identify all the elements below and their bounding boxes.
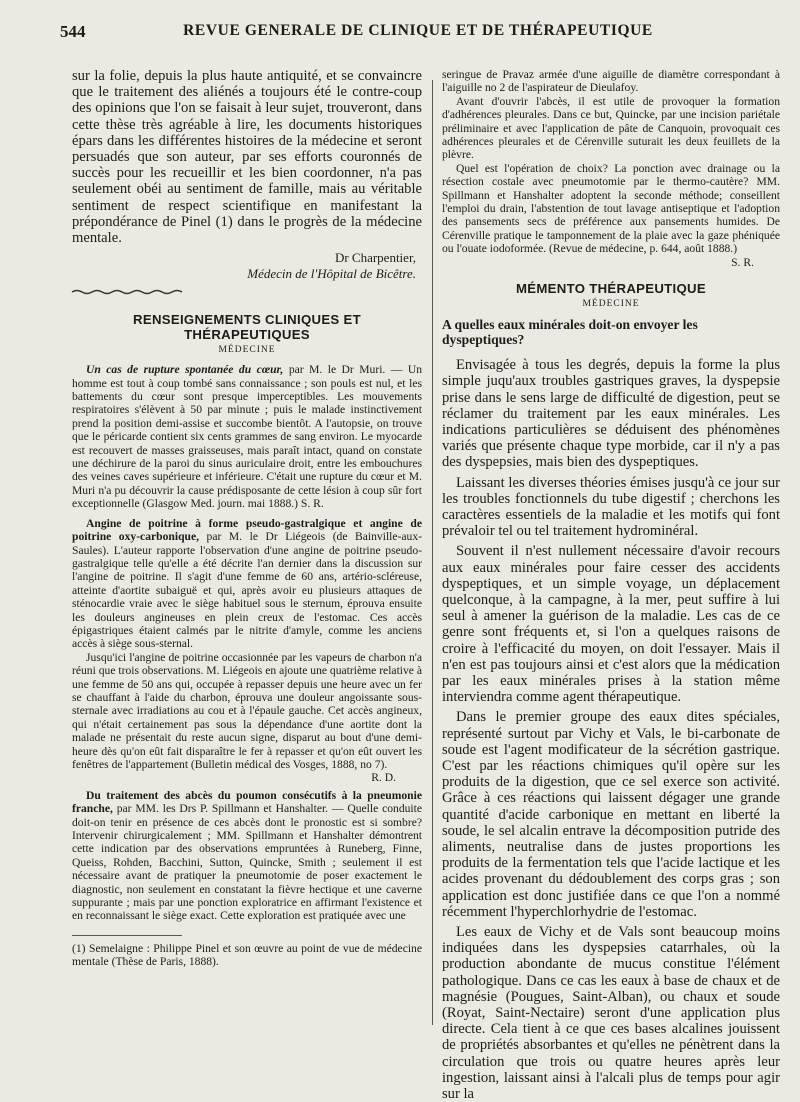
article-2-signature: R. D.: [371, 771, 396, 785]
article-1-body: par M. le Dr Muri. — Un homme est tout à coup tombé sans connaissance ; son pouls est nul, et les battements du cœur sont presque imperceptibles. Les mouvements respiratoires s'élèvent à 50 par minute ; puis le malade instinctivement prend la position demi-assise et succombe bientôt. A l'autopsie, on trouve que le péricarde contient six cents grammes de sang environ. Le myocarde est recouvert de masses graisseuses, mais paraît intact, quand on constate une déchirure de la paroi du sinus auriculaire droit, entre les embouchures des veines caves supérieure et inférieure. C'était une rupture du cœur et M. Muri n'a pu découvrir la cause prédisposante de cette lésion à coup sûr fort exceptionnelle (Glasgow Med. journ. mai 1888.) S. R.: [72, 363, 423, 511]
section-title-left: RENSEIGNEMENTS CLINIQUES ET THÉRAPEUTIQUES: [133, 312, 361, 343]
memento-question: A quelles eaux minérales doit-on envoyer les dyspeptiques?: [442, 317, 698, 348]
right-paragraph-2: Avant d'ouvrir l'abcès, il est utile de provoquer la formation d'adhérences pleurales. Dans ce but, Quincke, par une incision pariétale préliminaire et avec l'application de pâte de Canquoin, provoquait ces adhérences pleurales et de Cérenville suturait les deux feuillets de la plèvre.: [442, 94, 780, 162]
article-3-title: Du traitement des abcès du poumon consécutifs à la pneumonie franche,: [72, 788, 422, 816]
article-3: [72, 789, 422, 923]
memento-paragraph-5: Les eaux de Vichy et de Vals sont beaucoup moins indiquées dans les dyspepsies catarrhales, où la production abondante de mucus constitue l'élément pathologique. Dans ce cas les eaux à base de chaux et de magnésie (Pougues, Saint-Alban), ou chaux et soude (Royat, Saint-Nectaire) seront d'une application plus directe. Cela tient à ce que ces bases alcalines jouissent de propriétés absorbantes et qu'elles ne pénètrent dans la circulation que trois ou quatre heures après leur ingestion, laissant ainsi à l'alcali plus de temps pour agir sur la: [442, 924, 780, 1102]
memento-paragraph-1: Envisagée à tous les degrés, depuis la forme la plus simple juqu'aux troubles gastriques graves, la dyspepsie prise dans le sens large de difficulté de digestion, peut se réclamer du traitement par les eaux minérales. Les indications particulières se déduisent des phénomènes variés que présente chaque type morbide, car il n'y a pas des dyspepsies, mais bien des dyspeptiques.: [442, 357, 780, 471]
right-paragraph-3-signature: S. R.: [731, 255, 754, 269]
signature-name: Dr Charpentier,: [334, 250, 416, 266]
footnote: (1) Semelaigne : Philippe Pinel et son œuvre au point de vue de médecine mentale (Thèse de Paris, 1888).: [72, 941, 422, 969]
page-header: [60, 22, 776, 46]
article-2-body: par M. le Dr Liégeois (de Bainville-aux-Saules). L'auteur rapporte l'observation d'une angine de poitrine pseudo-gastralgique telle qu'elle a été décrite l'an dernier dans la discussion sur l'angine de poitrine. Il s'agit d'une femme de 60 ans, artério-scléreuse, atteinte d'aortite subaiguë et qui, après avoir eu plusieurs attaques de sténocardie vraie avec le siège habituel sous le sternum, éprouva ensuite les douleurs angineuses en plein creux de l'estomac. Ces accès épigastriques étaient calmés par le nitrite d'amyle, comme les anciens accès à siège sous-sternal.: [72, 530, 422, 651]
section-sub-right: MÉDECINE: [582, 299, 640, 310]
memento-paragraph-4: Dans le premier groupe des eaux dites spéciales, représenté surtout par Vichy et Vals, le bi-carbonate de soude est l'agent modificateur de la sécrétion gastrique. C'est par les réactions chimiques qu'il opère sur les produits de la digestion, que ce sel exerce son activité. Grâce à ces réactions qui laissent dégager une grande quantité d'acide carbonique en mettant en liberté la soude, le sel alcalin entrave la décomposition putride des aliments, neutralise dans de justes proportions les produits de la fermentation tels que l'acide lactique et les acides provenant du dédoublement des corps gras ; son application est donc justifiée dans ce que l'on a nommé récemment l'hyperchlorhydrie de l'estomac.: [442, 709, 780, 920]
article-3-body: par MM. les Drs P. Spillmann et Hanshalter. — Quelle conduite doit-on tenir en présence de ces abcès dont le pronostic est si sombre? Intervenir chirurgicalement ; MM. Spillmann et Hanshalter démontrent cette indication par des observations empruntées à Runeberg, Finne, Queiss, Rohden, Bacchini, Sutton, Quincke, Smith ; seulement il est nécessaire avant de pratiquer la pneumotomie de poser exactement le diagnostic, non seulement en constatant la fièvre hectique et une caverne suppurante ; mais par une ponction exploratrice en affirmant l'existence et en reconnaissant le siège exact. Cette exploration est pratiquée avec une: [72, 802, 422, 923]
section-title-right: MÉMENTO THÉRAPEUTIQUE: [516, 281, 706, 297]
memento-paragraph-3: Souvent il n'est nullement nécessaire d'avoir recours aux eaux minérales pour faire cesser des accidents dyspeptiques, et un simple voyage, un déplacement quelconque, à la campagne, à la mer, peut suffire à lui seul à amener la guérison de la maladie. Les cas de ce genre sont fréquents et, si l'on a quelques raisons de croire à l'efficacité du moyen, on doit l'essayer. Mais il n'en est pas toujours ainsi et c'est alors que la médication par les eaux minérales prises à la station même interviendra comme agent thérapeutique.: [442, 543, 780, 706]
signature-role: Médecin de l'Hôpital de Bicêtre.: [247, 266, 416, 282]
page-number: 544: [60, 22, 86, 41]
article-2: [72, 517, 422, 651]
article-1: [72, 363, 422, 510]
running-title: REVUE GENERALE DE CLINIQUE ET DE THÉRAPEUTIQUE: [183, 22, 653, 39]
right-paragraph-3: Quel est l'opération de choix? La ponction avec drainage ou la résection costale avec pneumotomie par le thermo-cautère? MM. Spillmann et Hanshalter adoptent la seconde méthode; conseillent l'emploi du drain, l'abstention de tout lavage antiseptique et l'adoption des pansements secs de préférence aux pansements humides. De Cérenville pratique le tamponnement de la plaie avec la gaze phéniquée ou l'ouate iodoformée. (Revue de médecine, p. 644, août 1888.): [442, 161, 780, 256]
right-column: [442, 68, 780, 1102]
memento-paragraph-2: Laissant les diverses théories émises jusqu'à ce jour sur les troubles fonctionnels du tube digestif ; cherchons les caractères essentiels de la maladie et les motifs qui font prévaloir tel ou tel traitement hydrominéral.: [442, 474, 780, 540]
article-2-title: Angine de poitrine à forme pseudo-gastralgique et angine de poitrine oxy-carbonique,: [72, 516, 422, 544]
ornament-divider: [72, 289, 182, 295]
article-1-title: Un cas de rupture spontanée du cœur,: [86, 363, 284, 377]
footnote-rule: [72, 935, 182, 936]
column-divider: [432, 80, 433, 1025]
article-2-continued: Jusqu'ici l'angine de poitrine occasionnée par les vapeurs de charbon n'a réuni que trois observations. M. Liégeois en ajoute une quatrième relative à une femme de 50 ans qui, occupée à repasser depuis une heure avec un fer se chauffant à l'aide du charbon, éprouva une douleur angoissante sous-sternale avec irradiations au cou et à l'épaule gauche. Cet accès angineux, qui n'était certainement pas sous la dépendance d'une aortite dont la malade ne présentait du reste aucun signe, disparut au bout d'une demi-heure dès qu'on eût fait disparaître le fer à repasser et qu'on eût ouvert les fenêtres de l'appartement (Bulletin médical des Vosges, 1888, no 7).: [72, 650, 422, 772]
left-column: [72, 68, 422, 1028]
intro-paragraph: sur la folie, depuis la plus haute antiquité, et se convaincre que le traitement des aliénés a toujours été le contre-coup des opinions que l'on se faisait à leur sujet, trouveront, dans cette thèse très agréable à lire, les documents historiques épars dans les différentes histoires de la médecine et seront persuadés que son auteur, par ses efforts couronnés de succès pour les recueillir et les bien coordonner, n'a pas seulement obéi au sentiment de famille, mais au véritable sentiment de respect scientifique en manifestant la prépondérance de Pinel (1) dans le progrès de la médecine mentale.: [72, 68, 422, 247]
right-paragraph-1: seringue de Pravaz armée d'une aiguille de diamètre correspondant à l'aiguille no 2 de l'aspirateur de Dieulafoy.: [442, 68, 780, 95]
section-sub-left: MÉDECINE: [218, 345, 276, 356]
